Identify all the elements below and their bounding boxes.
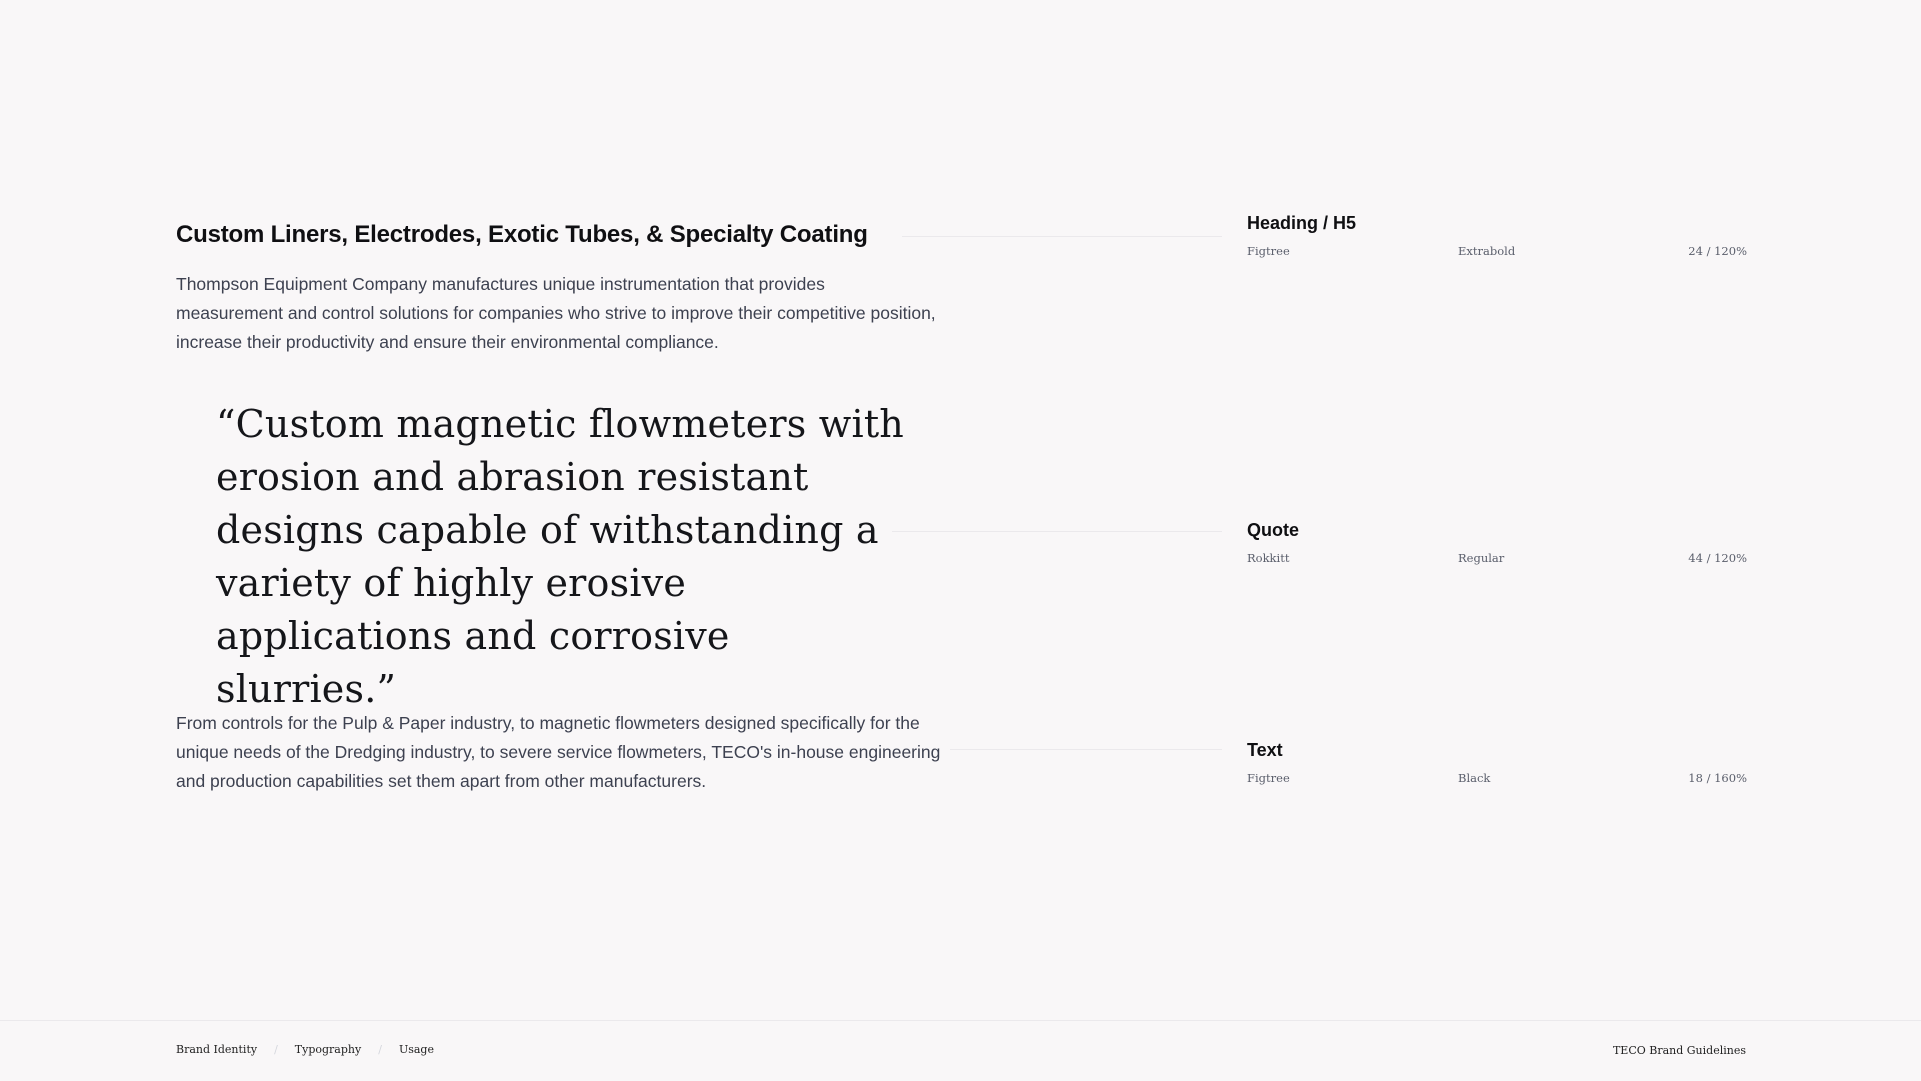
breadcrumb-separator: / — [378, 1043, 382, 1056]
spec-text — [1247, 739, 1747, 787]
connector-line-quote — [892, 531, 1222, 532]
spec-details — [1247, 771, 1747, 787]
spec-title: Quote — [1247, 520, 1299, 540]
spec-font-family: Rokkitt — [1247, 551, 1290, 565]
spec-title: Heading / H5 — [1247, 213, 1357, 233]
breadcrumb — [176, 1043, 434, 1056]
spec-details — [1247, 551, 1747, 567]
footer-brand-title: TECO Brand Guidelines — [1612, 1044, 1746, 1057]
spec-quote — [1247, 519, 1747, 567]
spec-size-lineheight: 44 / 120% — [1688, 551, 1747, 565]
breadcrumb-brand-identity[interactable]: Brand Identity — [176, 1043, 258, 1056]
spec-title: Text — [1247, 740, 1283, 760]
sample-heading-h5: Custom Liners, Electrodes, Exotic Tubes, & Specialty Coating — [176, 221, 868, 248]
spec-font-family: Figtree — [1247, 771, 1290, 785]
spec-font-weight: Extrabold — [1458, 244, 1516, 258]
breadcrumb-separator: / — [274, 1043, 278, 1056]
spec-size-lineheight: 24 / 120% — [1688, 244, 1747, 258]
connector-line-text — [950, 749, 1222, 750]
sample-quote: “Custom magnetic flowmeters with erosion and abrasion resistant designs capable of withstanding a variety of highly erosive applications and corrosive slurries.” — [216, 402, 904, 711]
spec-heading-h5 — [1247, 212, 1747, 260]
connector-line-heading — [902, 236, 1222, 237]
spec-size-lineheight: 18 / 160% — [1688, 771, 1747, 785]
spec-font-weight: Black — [1458, 771, 1491, 785]
breadcrumb-typography[interactable]: Typography — [294, 1043, 362, 1056]
footer — [0, 1020, 1921, 1081]
spec-details — [1247, 244, 1747, 260]
spec-font-weight: Regular — [1458, 551, 1505, 565]
sample-paragraph-text: From controls for the Pulp & Paper industry, to magnetic flowmeters designed specifically for the unique needs of the Dredging industry, to severe service flowmeters, TECO's in-house engineering and production capabilities set them apart from other manufacturers. — [176, 713, 941, 791]
sample-paragraph-intro: Thompson Equipment Company manufactures unique instrumentation that provides measurement and control solutions for companies who strive to improve their competitive position, increase their productivity and ensure their environmental compliance. — [176, 274, 936, 352]
spec-font-family: Figtree — [1247, 244, 1290, 258]
breadcrumb-usage[interactable]: Usage — [398, 1043, 434, 1056]
